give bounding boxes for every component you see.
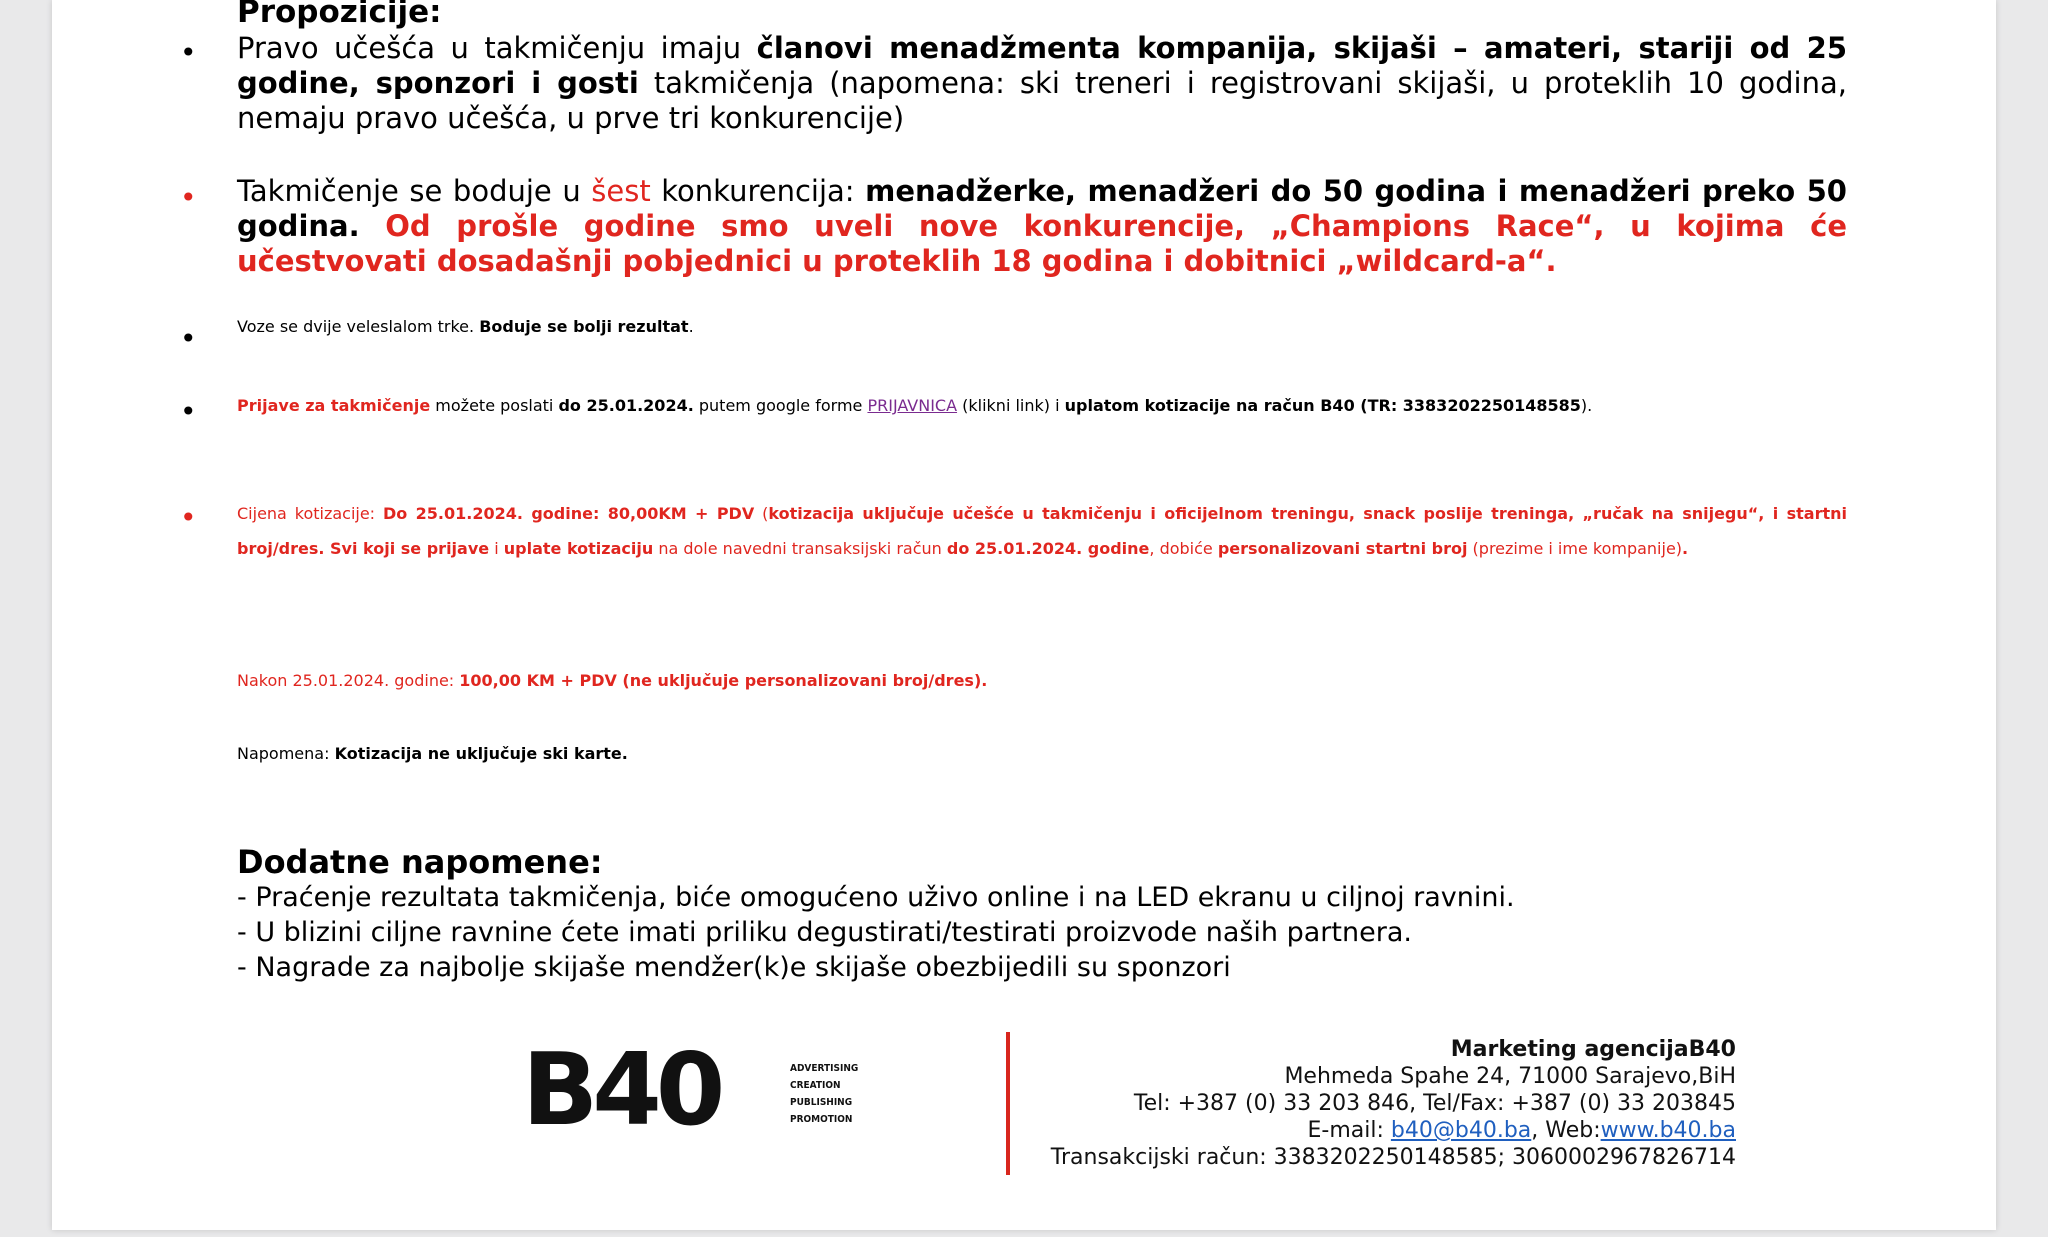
text: Pravo učešća u takmičenju imaju bbox=[237, 31, 757, 65]
footer-account: Transakcijski račun: 3383202250148585; 3060002967826714 bbox=[1050, 1145, 1736, 1170]
b40-logo bbox=[522, 1031, 859, 1148]
bold-text: Kotizacija ne uključuje ski karte. bbox=[334, 744, 628, 763]
text: Takmičenje se boduje u bbox=[237, 174, 592, 208]
bullet-icon: • bbox=[180, 395, 197, 428]
red-text: na dole navedni transaksijski račun bbox=[653, 539, 947, 558]
footer-address: Mehmeda Spahe 24, 71000 Sarajevo,BiH bbox=[1284, 1064, 1736, 1089]
logo-subtitle bbox=[790, 1060, 858, 1128]
footer-contact bbox=[1051, 1036, 1736, 1171]
red-bold-text: uplate kotizaciju bbox=[503, 539, 654, 558]
late-price-line bbox=[237, 671, 1847, 690]
red-text: Cijena kotizacije: bbox=[237, 504, 383, 523]
red-text: Nakon 25.01.2024. godine: bbox=[237, 671, 460, 690]
red-text: i bbox=[489, 539, 504, 558]
bullet-icon: • bbox=[180, 181, 197, 214]
red-bold-text: kotizacija uključuje učešće u takmičenju i oficijelnom treningu, snack poslije treninga, „ručak na snijegu“, i startni broj/dres. Svi koji se prijave bbox=[237, 504, 1848, 558]
web-label: , Web: bbox=[1531, 1118, 1601, 1143]
text: ). bbox=[1580, 396, 1593, 415]
ski-pass-note bbox=[237, 744, 1847, 763]
bold-text: menadžerke, menadžeri do 50 godina i menadžeri preko 50 godina. bbox=[237, 174, 1847, 243]
red-text: šest bbox=[591, 174, 651, 208]
footer-divider bbox=[1006, 1032, 1010, 1175]
bold-text: članovi menadžmenta kompanija, skijaši – amateri, stariji od 25 godine, sponzori i gosti bbox=[237, 31, 1847, 100]
extra-note-line: - Nagrade za najbolje skijaše mendžer(k)e skijaše obezbijedili su sponzori bbox=[237, 952, 1231, 983]
bullet-item-eligibility bbox=[237, 31, 1847, 136]
section-heading-dodatne-napomene: Dodatne napomene: bbox=[237, 843, 603, 881]
bold-text: Boduje se bolji rezultat bbox=[479, 317, 689, 336]
red-bold-text: Prijave za takmičenje bbox=[237, 396, 431, 415]
bullet-icon: • bbox=[180, 501, 197, 534]
red-text: (prezime i ime kompanije) bbox=[1467, 539, 1683, 558]
red-bold-text: Od prošle godine smo uveli nove konkurencije, „Champions Race“, u kojima će učestvovati dosadašnji pobjednici u proteklih 18 godina i dobitnici „wildcard-a“. bbox=[237, 209, 1847, 278]
text: možete poslati bbox=[430, 396, 559, 415]
section-heading-propozicije: Propozicije: bbox=[237, 0, 442, 30]
email-label: E-mail: bbox=[1307, 1118, 1391, 1143]
footer-phone: Tel: +387 (0) 33 203 846, Tel/Fax: +387 (0) 33 203845 bbox=[1133, 1091, 1736, 1116]
logo-sub-line: ADVERTISING bbox=[790, 1063, 859, 1074]
extra-note-line: - Praćenje rezultata takmičenja, biće omogućeno uživo online i na LED ekranu u ciljnoj ravnini. bbox=[237, 882, 1515, 913]
prijavnica-link[interactable]: PRIJAVNICA bbox=[867, 396, 958, 415]
text: konkurencija: bbox=[650, 174, 866, 208]
bullet-item-races bbox=[237, 317, 1847, 336]
bullet-item-registration bbox=[237, 388, 1847, 424]
text: Voze se dvije veleslalom trke. bbox=[237, 317, 480, 336]
bold-text: do 25.01.2024. bbox=[558, 396, 694, 415]
text: (klikni link) i bbox=[957, 396, 1065, 415]
bullet-icon: • bbox=[180, 322, 197, 355]
email-link[interactable]: b40@b40.ba bbox=[1390, 1118, 1532, 1143]
footer-company: Marketing agencijaB40 bbox=[1450, 1037, 1736, 1062]
text: takmičenja (napomena: ski treneri i registrovani skijaši, u proteklih 10 godina, nemaju pravo učešća, u prve tri konkurencije) bbox=[237, 66, 1847, 135]
red-bold-text: . bbox=[1682, 539, 1689, 558]
red-bold-text: personalizovani startni broj bbox=[1217, 539, 1468, 558]
extra-note-line: - U blizini ciljne ravnine ćete imati priliku degustirati/testirati proizvode naših partnera. bbox=[237, 917, 1412, 948]
logo-sub-line: CREATION bbox=[790, 1080, 841, 1091]
red-text: ( bbox=[754, 504, 769, 523]
document-page bbox=[52, 0, 1996, 1230]
text: . bbox=[688, 317, 694, 336]
web-link[interactable]: www.b40.ba bbox=[1600, 1118, 1736, 1143]
bullet-icon: • bbox=[180, 36, 197, 69]
footer-email-web bbox=[1051, 1117, 1736, 1144]
logo-sub-line: PROMOTION bbox=[790, 1114, 853, 1125]
text: Napomena: bbox=[237, 744, 335, 763]
red-bold-text: Do 25.01.2024. godine: 80,00KM + PDV bbox=[382, 504, 755, 523]
bold-text: uplatom kotizacije na račun B40 (TR: 3383202250148585 bbox=[1064, 396, 1581, 415]
bullet-item-price bbox=[237, 496, 1847, 566]
bullet-item-categories bbox=[237, 174, 1847, 279]
text: putem google forme bbox=[693, 396, 868, 415]
logo-wordmark: B40 bbox=[522, 1031, 720, 1148]
red-bold-text: 100,00 KM + PDV (ne uključuje personalizovani broj/dres). bbox=[459, 671, 988, 690]
red-bold-text: do 25.01.2024. godine bbox=[946, 539, 1150, 558]
logo-sub-line: PUBLISHING bbox=[790, 1097, 853, 1108]
red-text: , dobiće bbox=[1149, 539, 1218, 558]
